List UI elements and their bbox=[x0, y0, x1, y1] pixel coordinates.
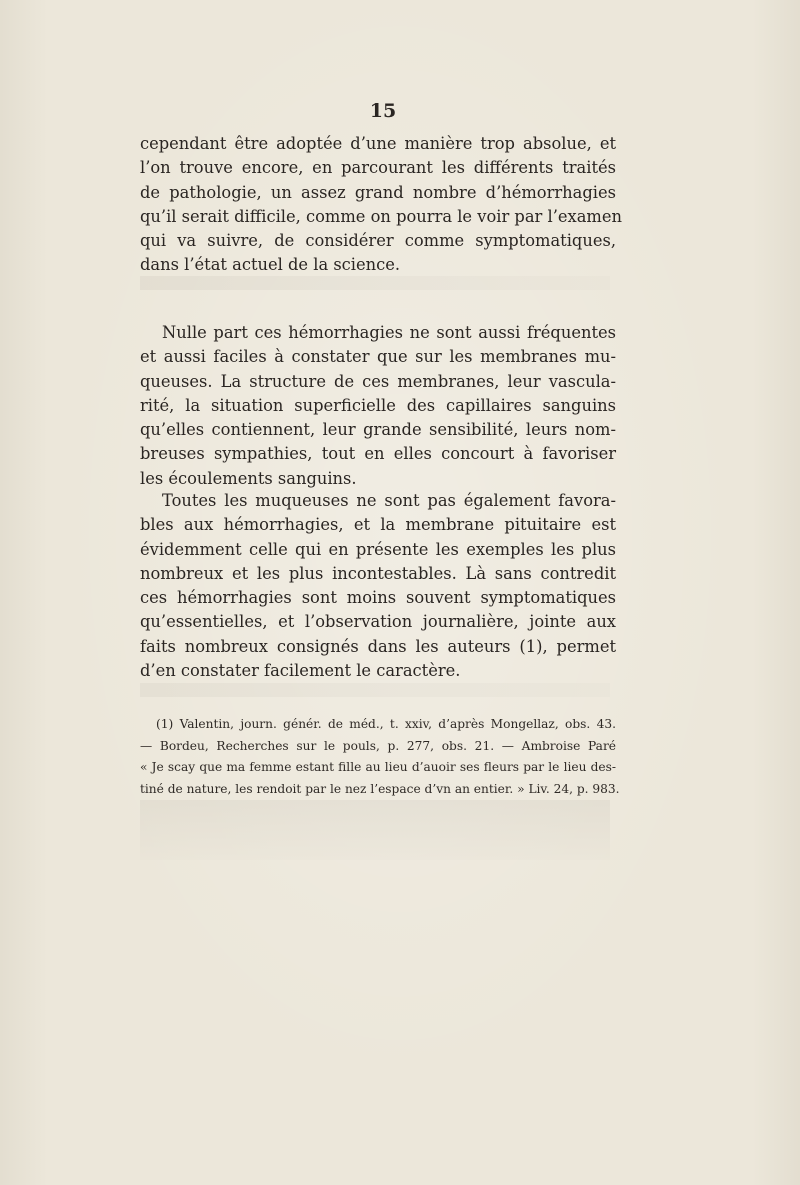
bleed-through-mark bbox=[140, 800, 610, 860]
footnote-line: « Je scay que ma femme estant fille au lieu d’auoir ses fleurs par le lieu des- bbox=[140, 760, 616, 774]
text-line: bles aux hémorrhagies, et la membrane pituitaire est bbox=[140, 515, 616, 535]
footnote bbox=[140, 714, 620, 800]
page-number: 15 bbox=[369, 100, 397, 122]
footnote-line: — Bordeu, Recherches sur le pouls, p. 277, obs. 21. — Ambroise Paré bbox=[140, 738, 616, 753]
paragraph-mucous-membranes bbox=[140, 321, 616, 491]
footnote-line: tiné de nature, les rendoit par le nez l’espace d’vn an entier. » Liv. 24, p. 983. bbox=[140, 781, 620, 796]
text-line: Toutes les muqueuses ne sont pas également favora- bbox=[162, 491, 616, 510]
text-line: nombreux et les plus incontestables. Là sans contredit bbox=[140, 563, 616, 583]
bleed-through-mark bbox=[140, 683, 610, 697]
text-line: d’en constater facilement le caractère. bbox=[140, 661, 461, 681]
text-line: évidemment celle qui en présente les exemples les plus bbox=[140, 539, 616, 559]
text-line: les écoulements sanguins. bbox=[140, 468, 357, 488]
text-line: dans l’état actuel de la science. bbox=[140, 255, 401, 275]
text-line: cependant être adoptée d’une manière trop absolue, et bbox=[140, 134, 616, 153]
text-line: faits nombreux consignés dans les auteurs (1), permet bbox=[140, 636, 616, 656]
bleed-through-mark bbox=[140, 276, 610, 290]
text-line: rité, la situation superficielle des capillaires sanguins bbox=[140, 395, 616, 415]
text-line: qu’elles contiennent, leur grande sensibilité, leurs nom- bbox=[140, 420, 616, 440]
text-line: Nulle part ces hémorrhagies ne sont aussi fréquentes bbox=[162, 323, 616, 342]
paragraph-continuation bbox=[140, 132, 622, 278]
text-line: ces hémorrhagies sont moins souvent symptomatiques bbox=[140, 588, 616, 608]
text-line: breuses sympathies, tout en elles concourt à favoriser bbox=[140, 444, 616, 464]
text-line: qu’il serait difficile, comme on pourra le voir par l’examen bbox=[140, 206, 622, 226]
text-line: qui va suivre, de considérer comme symptomatiques, bbox=[140, 231, 616, 251]
footnote-line: (1) Valentin, journ. génér. de méd., t. xxiv, d’après Mongellaz, obs. 43. bbox=[156, 717, 616, 731]
paragraph-pituitary-membrane bbox=[140, 489, 616, 683]
text-line: de pathologie, un assez grand nombre d’hémorrhagies bbox=[140, 182, 616, 202]
text-line: queuses. La structure de ces membranes, leur vascula- bbox=[140, 371, 616, 391]
text-line: et aussi faciles à constater que sur les membranes mu- bbox=[140, 347, 616, 367]
text-line: qu’essentielles, et l’observation journalière, jointe aux bbox=[140, 612, 616, 632]
text-line: l’on trouve encore, en parcourant les différents traités bbox=[140, 158, 616, 178]
